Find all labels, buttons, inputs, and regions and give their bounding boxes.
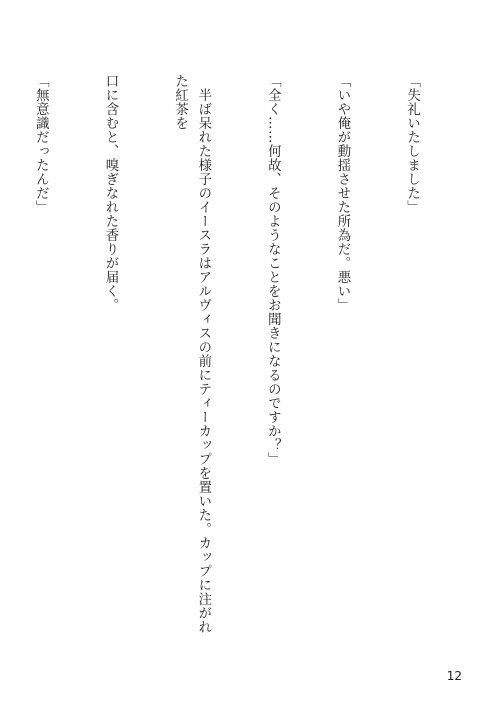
text-line: 「失礼いたしました」	[404, 74, 420, 214]
text-line: 「無意識だったんだ」	[33, 74, 49, 214]
text-line: 「いや俺が動揺させた所為だ。悪い」	[334, 74, 350, 312]
page-number: 12	[446, 669, 462, 683]
text-line: 「全く……何故、そのようなことをお聞きになるのですか？」	[265, 74, 281, 466]
text-line: 半ば呆れた様子のイースラはアルヴィスの前にティーカップを置いた。カップに注がれた紅茶を	[172, 74, 211, 634]
text-line: 口に含むと、嗅ぎなれた香りが届く。	[102, 74, 118, 312]
vertical-text-body	[20, 74, 470, 634]
